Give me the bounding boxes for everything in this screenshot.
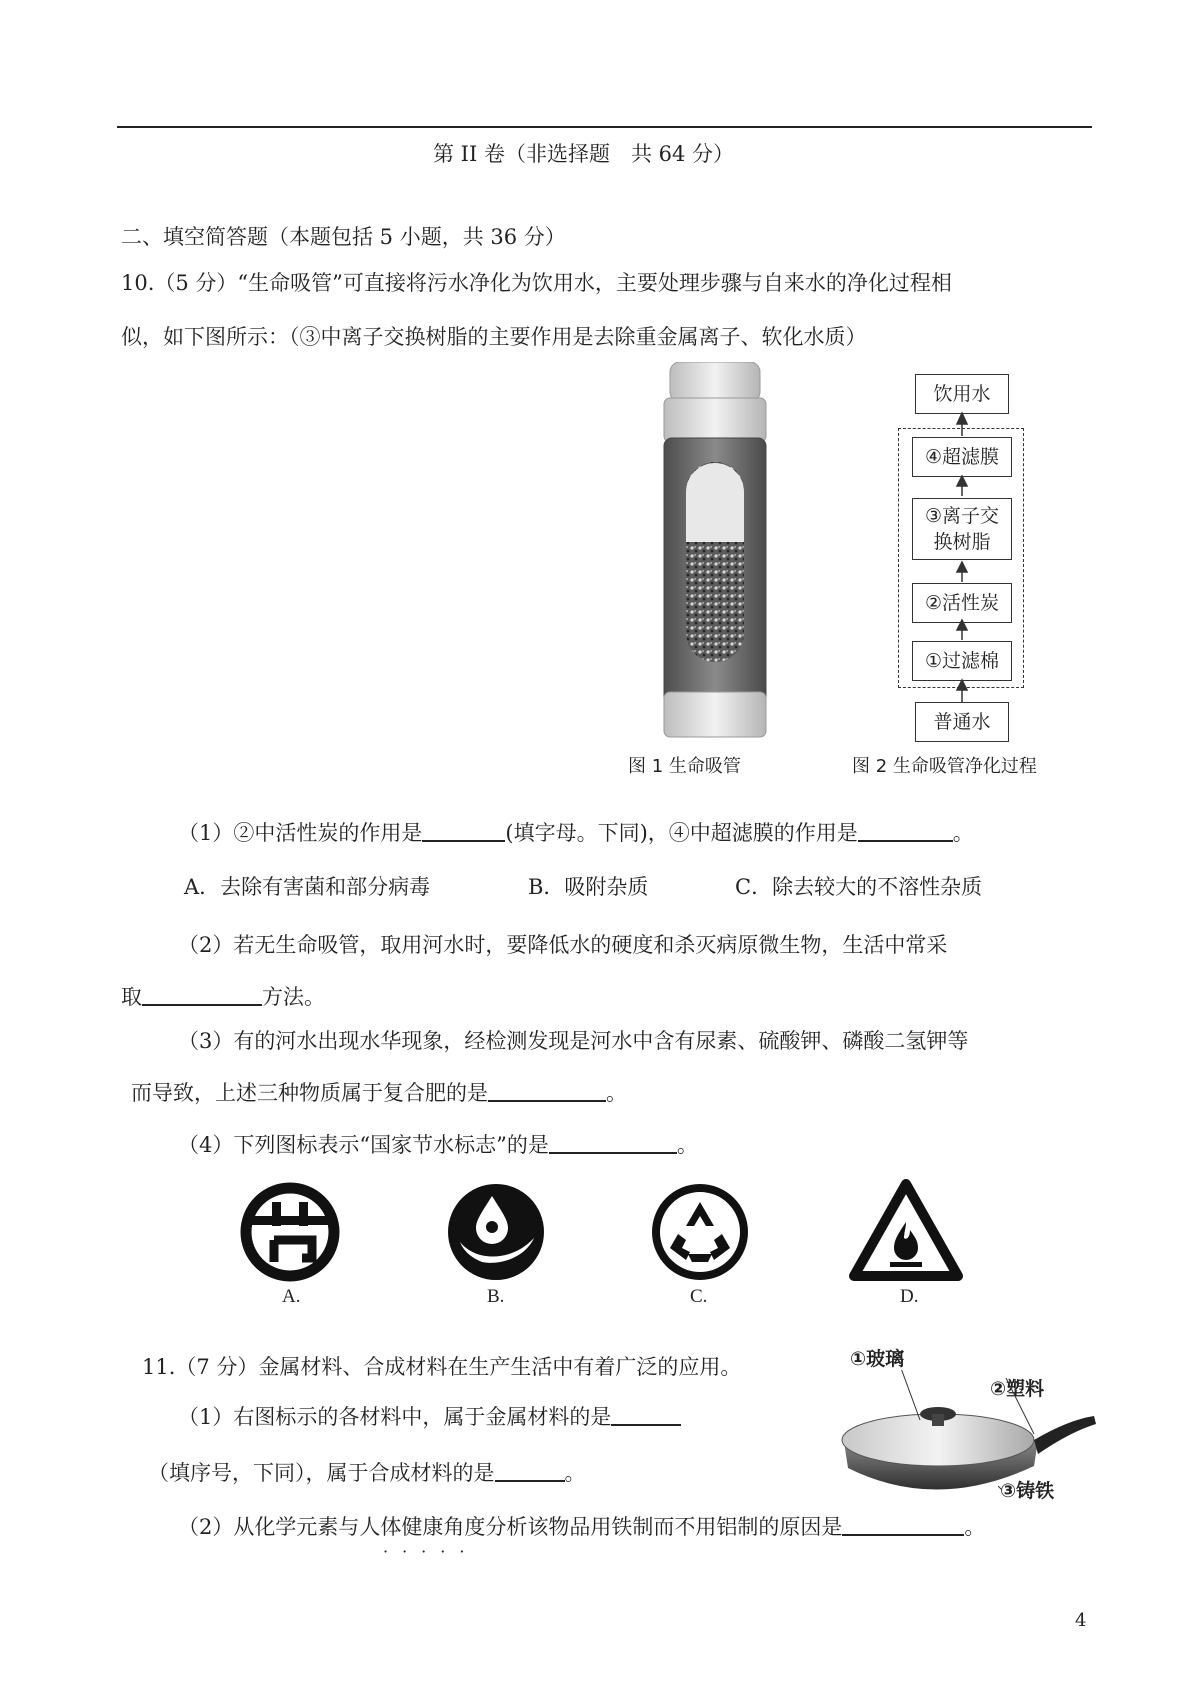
q11-sub2-text-b: 。 — [964, 1515, 986, 1539]
pan-label-glass: ①玻璃 — [850, 1348, 905, 1370]
q11-sub1-line2 — [148, 1458, 586, 1488]
q10-sub2-line1: （2）若无生命吸管，取用河水时，要降低水的硬度和杀灭病原微生物，生活中常采 — [178, 933, 948, 957]
pan-label-plastic: ②塑料 — [990, 1378, 1045, 1400]
header-rule — [117, 126, 1092, 128]
q11-sub2 — [178, 1512, 985, 1542]
q10-sub1-text-b: (填字母。下同)，④中超滤膜的作用是 — [505, 821, 858, 845]
page-number: 4 — [1075, 1610, 1087, 1631]
icon-label-d: D. — [900, 1286, 919, 1307]
fig1-caption: 图 1 生命吸管 — [628, 756, 741, 777]
q11-sub1-blank2[interactable] — [495, 1460, 565, 1482]
q10-sub1 — [178, 818, 974, 848]
q10-sub1-blank2[interactable] — [858, 820, 953, 842]
section-heading: 二、填空简答题（本题包括 5 小题，共 36 分） — [121, 225, 566, 249]
q10-stem-line1: 10.（5 分）“生命吸管”可直接将污水净化为饮用水，主要处理步骤与自来水的净化过程相 — [121, 271, 952, 295]
q10-sub4 — [178, 1130, 698, 1160]
q10-option-b: B．吸附杂质 — [528, 875, 649, 899]
flow-box-drinking-water: 饮用水 — [915, 374, 1009, 414]
q10-option-a: A．去除有害菌和部分病毒 — [184, 875, 431, 899]
q10-sub2-text-b: 方法。 — [262, 985, 325, 1009]
icon-label-c: C. — [690, 1286, 708, 1307]
q10-option-c: C．除去较大的不溶性杂质 — [735, 875, 983, 899]
q11-sub1-line1 — [178, 1402, 681, 1432]
q10-sub4-blank[interactable] — [549, 1132, 677, 1154]
emphasis-dots: ····· — [383, 1542, 479, 1561]
icon-label-b: B. — [487, 1286, 505, 1307]
q11-sub1-text-b: （填序号，下同），属于合成材料的是 — [148, 1461, 495, 1485]
q11-sub2-text-a: （2）从化学元素与人体健康角度分析该物品用铁制而不用铝制的原因是 — [178, 1515, 843, 1539]
icon-label-a: A. — [282, 1286, 301, 1307]
flow-step3-line1: ③离子交 — [924, 505, 1000, 527]
q10-sub1-blank1[interactable] — [422, 820, 505, 842]
q11-sub1-text-c: 。 — [564, 1461, 586, 1485]
flow-box-step1: ①过滤棉 — [912, 641, 1012, 681]
q11-sub2-blank[interactable] — [842, 1514, 964, 1536]
water-drop-logo-icon — [446, 1182, 546, 1282]
q10-sub2-line2 — [121, 982, 325, 1012]
q10-sub2-blank[interactable] — [142, 984, 262, 1006]
q10-sub4-text-a: （4）下列图标表示“国家节水标志”的是 — [178, 1133, 549, 1157]
q11-stem: 11.（7 分）金属材料、合成材料在生产生活中有着广泛的应用。 — [142, 1355, 742, 1379]
q10-sub1-text-c: 。 — [952, 821, 974, 845]
header-title: 第 II 卷（非选择题 共 64 分） — [433, 142, 735, 166]
q11-sub1-blank1[interactable] — [611, 1404, 681, 1426]
q10-stem-line2: 似，如下图所示：（③中离子交换树脂的主要作用是去除重金属离子、软化水质） — [121, 325, 867, 349]
fig2-caption: 图 2 生命吸管净化过程 — [852, 756, 1037, 777]
flow-arrows — [950, 410, 974, 710]
flow-box-ordinary-water: 普通水 — [915, 702, 1009, 742]
q10-sub1-text-a: （1）②中活性炭的作用是 — [178, 821, 423, 845]
life-straw-figure — [650, 362, 780, 742]
q10-sub4-text-b: 。 — [676, 1133, 698, 1157]
q10-sub3-blank[interactable] — [488, 1080, 606, 1102]
recycle-icon — [650, 1182, 750, 1282]
q11-sub1-text-a: （1）右图标示的各材料中，属于金属材料的是 — [178, 1405, 612, 1429]
q10-sub2-text-a: 取 — [121, 985, 142, 1009]
q10-sub3-text-b: 。 — [606, 1081, 627, 1105]
flammable-warning-icon — [848, 1178, 964, 1282]
flow-box-step4: ④超滤膜 — [912, 437, 1012, 477]
flow-box-step2: ②活性炭 — [912, 583, 1012, 623]
pan-label-iron: ③铸铁 — [1000, 1480, 1055, 1502]
frying-pan-figure — [838, 1370, 1100, 1510]
q10-sub3-line2 — [131, 1078, 627, 1108]
flow-step3-line2: 换树脂 — [933, 531, 991, 553]
q10-sub3-text-a: 而导致，上述三种物质属于复合肥的是 — [131, 1081, 488, 1105]
water-saving-logo-icon — [236, 1182, 344, 1282]
q10-sub3-line1: （3）有的河水出现水华现象，经检测发现是河水中含有尿素、硫酸钾、磷酸二氢钾等 — [178, 1029, 969, 1053]
